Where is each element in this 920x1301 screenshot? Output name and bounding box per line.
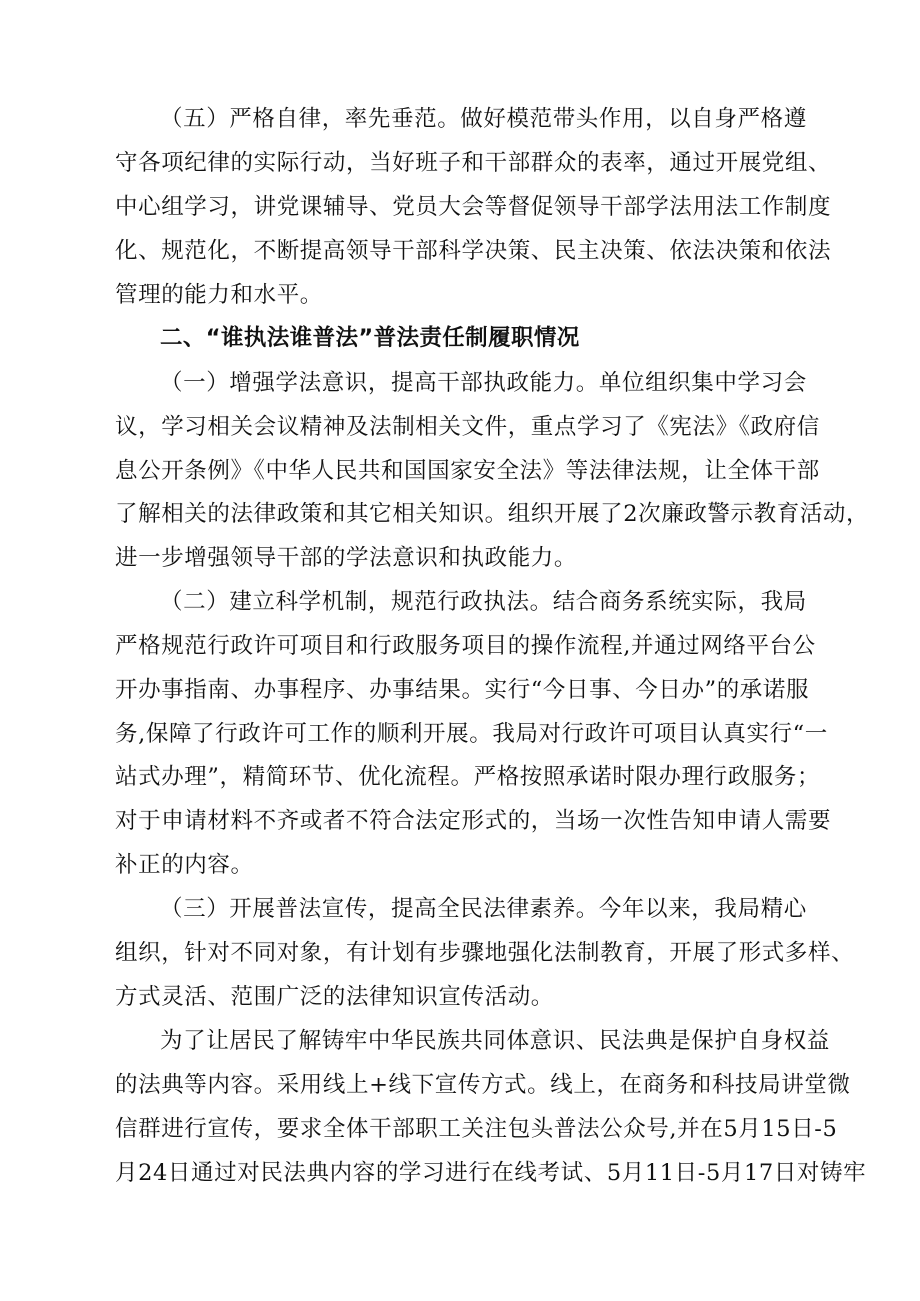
paragraph-2-line-5: 站式办理”，精简环节、优化流程。严格按照承诺时限办理行政服务； [115, 764, 821, 790]
paragraph-2-line-2: 严格规范行政许可项目和行政服务项目的操作流程,并通过网络平台公 [115, 633, 816, 659]
paragraph-3-line-1: （三）开展普法宣传，提高全民法律素养。今年以来，我局精心 [160, 896, 807, 922]
paragraph-1-line-4: 了解相关的法律政策和其它相关知识。组织开展了2次廉政警示教育活动， [115, 501, 870, 527]
paragraph-5-line-2: 守各项纪律的实际行动，当好班子和干部群众的表率，通过开展党组、 [115, 150, 832, 176]
paragraph-4-line-3: 信群进行宣传，要求全体干部职工关注包头普法公众号,并在5月15日-5 [115, 1116, 838, 1142]
paragraph-5-line-4: 化、规范化，不断提高领导干部科学决策、民主决策、依法决策和依法 [115, 238, 832, 264]
paragraph-5-line-1: （五）严格自律，率先垂范。做好模范带头作用，以自身严格遵 [160, 106, 807, 132]
paragraph-4-line-2: 的法典等内容。采用线上+线下宣传方式。线上，在商务和科技局讲堂微 [115, 1072, 851, 1098]
paragraph-4-line-4: 月24日通过对民法典内容的学习进行在线考试、5月11日-5月17日对铸牢 [115, 1160, 867, 1186]
paragraph-2-line-7: 补正的内容。 [115, 852, 254, 878]
paragraph-1-line-3: 息公开条例》《中华人民共和国国家安全法》等法律法规，让全体干部 [115, 458, 820, 484]
paragraph-2-line-6: 对于申请材料不齐或者不符合法定形式的，当场一次性告知申请人需要 [115, 808, 832, 834]
section-heading-2: 二、“谁执法谁普法”普法责任制履职情况 [160, 325, 580, 351]
paragraph-1-line-1: （一）增强学法意识，提高干部执政能力。单位组织集中学习会 [160, 370, 807, 396]
paragraph-4-line-1: 为了让居民了解铸牢中华民族共同体意识、民法典是保护自身权益 [160, 1028, 830, 1054]
paragraph-5-line-3: 中心组学习，讲党课辅导、党员大会等督促领导干部学法用法工作制度 [115, 194, 832, 220]
paragraph-3-line-3: 方式灵活、范围广泛的法律知识宣传活动。 [115, 984, 554, 1010]
paragraph-2-line-1: （二）建立科学机制，规范行政执法。结合商务系统实际，我局 [160, 589, 807, 615]
paragraph-2-line-4: 务,保障了行政许可工作的顺利开展。我局对行政许可项目认真实行“一 [115, 721, 828, 747]
paragraph-3-line-2: 组织，针对不同对象，有计划有步骤地强化法制教育，开展了形式多样、 [115, 940, 855, 966]
paragraph-1-line-2: 议，学习相关会议精神及法制相关文件，重点学习了《宪法》《政府信 [115, 414, 820, 440]
paragraph-1-line-5: 进一步增强领导干部的学法意识和执政能力。 [115, 545, 578, 571]
paragraph-2-line-3: 开办事指南、办事程序、办事结果。实行“今日事、今日办”的承诺服 [115, 677, 810, 703]
paragraph-5-line-5: 管理的能力和水平。 [115, 282, 323, 308]
